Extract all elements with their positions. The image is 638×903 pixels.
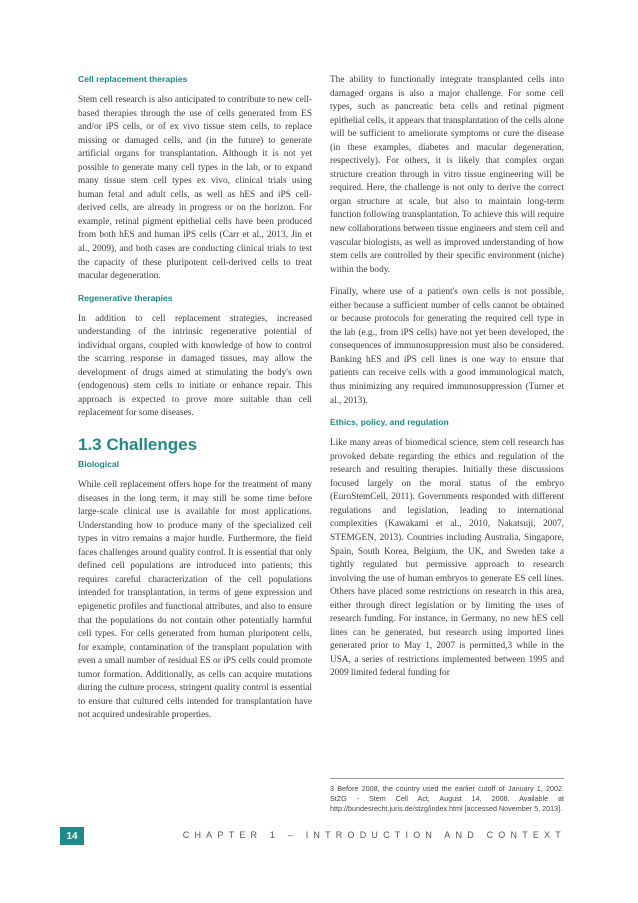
subheading-cell-replacement: Cell replacement therapies [78,74,188,84]
subheading-ethics: Ethics, policy, and regulation [330,417,449,428]
paragraph: Stem cell research is also anticipated to contribute to new cell-based therapies through the use of cells generated from ES and/or iPS cells, or of ex vivo tissue stem cells, to replace missing or damaged cells, and (in the future) to generate artificial organs for transplantation. Although it is not yet possible to generate many cell types in the lab, or to expand many tissue stem cell types ex vivo, clinical trials using human fetal and adult cells, as well as hES and iPS cell-derived cells, are already in progress or on the horizon. For example, retinal pigment epithelial cells have been produced from both hES and human iPS cells (Carr et al., 2013, Jin et al., 2009), and both cases are conducting clinical trials to test the capacity of these pluripotent cell-derived cells to treat macular degeneration. [78,95,312,282]
subheading-regenerative: Regenerative therapies [78,292,173,303]
section-heading [78,435,312,455]
paragraph: While cell replacement offers hope for the treatment of many diseases in the long term, it may still be some time before large-scale clinical use is available for most applications. Understanding how to produce many of the specialized cell types in vitro remains a major hurdle. Furthermore, the field faces challenges around quality control. It is essential that only defined cell populations are introduced into patients; this requires careful characterization of the cell populations intended for transplantation, in terms of gene expression and epigenetic profiles and functional attributes, and also to ensure that the populations do not contain other potentially harmful cell types. For cells generated from human pluripotent cells, for example, contamination of the transplant population with even a small number of residual ES or iPS cells could promote tumor formation. Additionally, as cells can acquire mutations during the culture process, stringent quality control is essential to ensure that cultured cells intended for transplantation have not acquired undesirable properties. [78,480,312,721]
paragraph: In addition to cell replacement strategies, increased understanding of the intrinsic regenerative potential of individual organs, coupled with knowledge of how to control the scarring response in damaged tissues, may allow the development of drugs aimed at stimulating the body's own (endogenous) stem cells to initiate or enhance repair. This approach is expected to prove more suitable than cell replacement for some diseases. [78,313,312,419]
left-column [78,74,312,732]
section-title: Challenges [106,435,198,455]
paragraph: Like many areas of biomedical science, stem cell research has provoked debate regarding the ethics and regulation of the research and resulting therapies. Initially these discussions focused largely on the moral status of the embryo (EuroStemCell, 2011). Governments responded with different regulations and legislation, leading to international complexities (Kawakami et al., 2010, Nakatsuji, 2007, STEMGEN, 2013). Countries including Australia, Singapore, Spain, South Korea, Belgium, the UK, and Sweden take a tightly regulated but permissive approach to research involving the use of human embryos to generate ES cell lines. Others have placed some restrictions on research in this area, either through direct legislation or by limiting the uses of research funding. For instance, in Germany, no new hES cell lines can be generated, but research using imported lines generated prior to May 1, 2007 is permitted,3 while in the USA, a series of restrictions implemented between 1995 and 2009 limited federal funding for [330,438,564,679]
section-number: 1.3 [78,435,102,455]
paragraph: Finally, where use of a patient's own cells is not possible, either because a sufficient number of cells cannot be obtained or because protocols for generating the required cell type in the lab (e.g., from iPS cells) have not yet been developed, the consequences of immunosuppression must also be considered. Banking hES and iPS cell lines is one way to ensure that patients can receive cells with a good immunological match, thus minimizing any required immunosuppression (Turner et al., 2013). [330,287,564,406]
subheading-biological: Biological [78,459,120,470]
footnote-divider [330,778,564,779]
footnote: 3 Before 2008, the country used the earlier cutoff of January 1, 2002. StZG - Stem Cell Act, August 14, 2008. Available at http://bundesrecht.juris.de/stzg/index.html [accessed November 5, 2013]. [330,784,564,814]
right-column [330,74,564,690]
running-footer: CHAPTER 1 – INTRODUCTION AND CONTEXT [182,830,566,840]
page-number: 14 [60,827,84,845]
paragraph: The ability to functionally integrate transplanted cells into damaged organs is also a major challenge. For some cell types, such as pancreatic beta cells and retinal pigment epithelial cells, it appears that transplantation of the cells alone will be sufficient to ameliorate symptoms or cure the disease (in these examples, diabetes and macular degeneration, respectively). For others, it is likely that complex organ structure creation through in vitro tissue engineering will be required. Here, the challenge is not only to derive the correct organ structure at scale, but also to maintain long-term function following transplantation. To achieve this will require new collaborations between tissue engineers and stem cell and vascular biologists, as well as improved understanding of how stem cells are controlled by their specific environment (niche) within the body. [330,75,564,275]
